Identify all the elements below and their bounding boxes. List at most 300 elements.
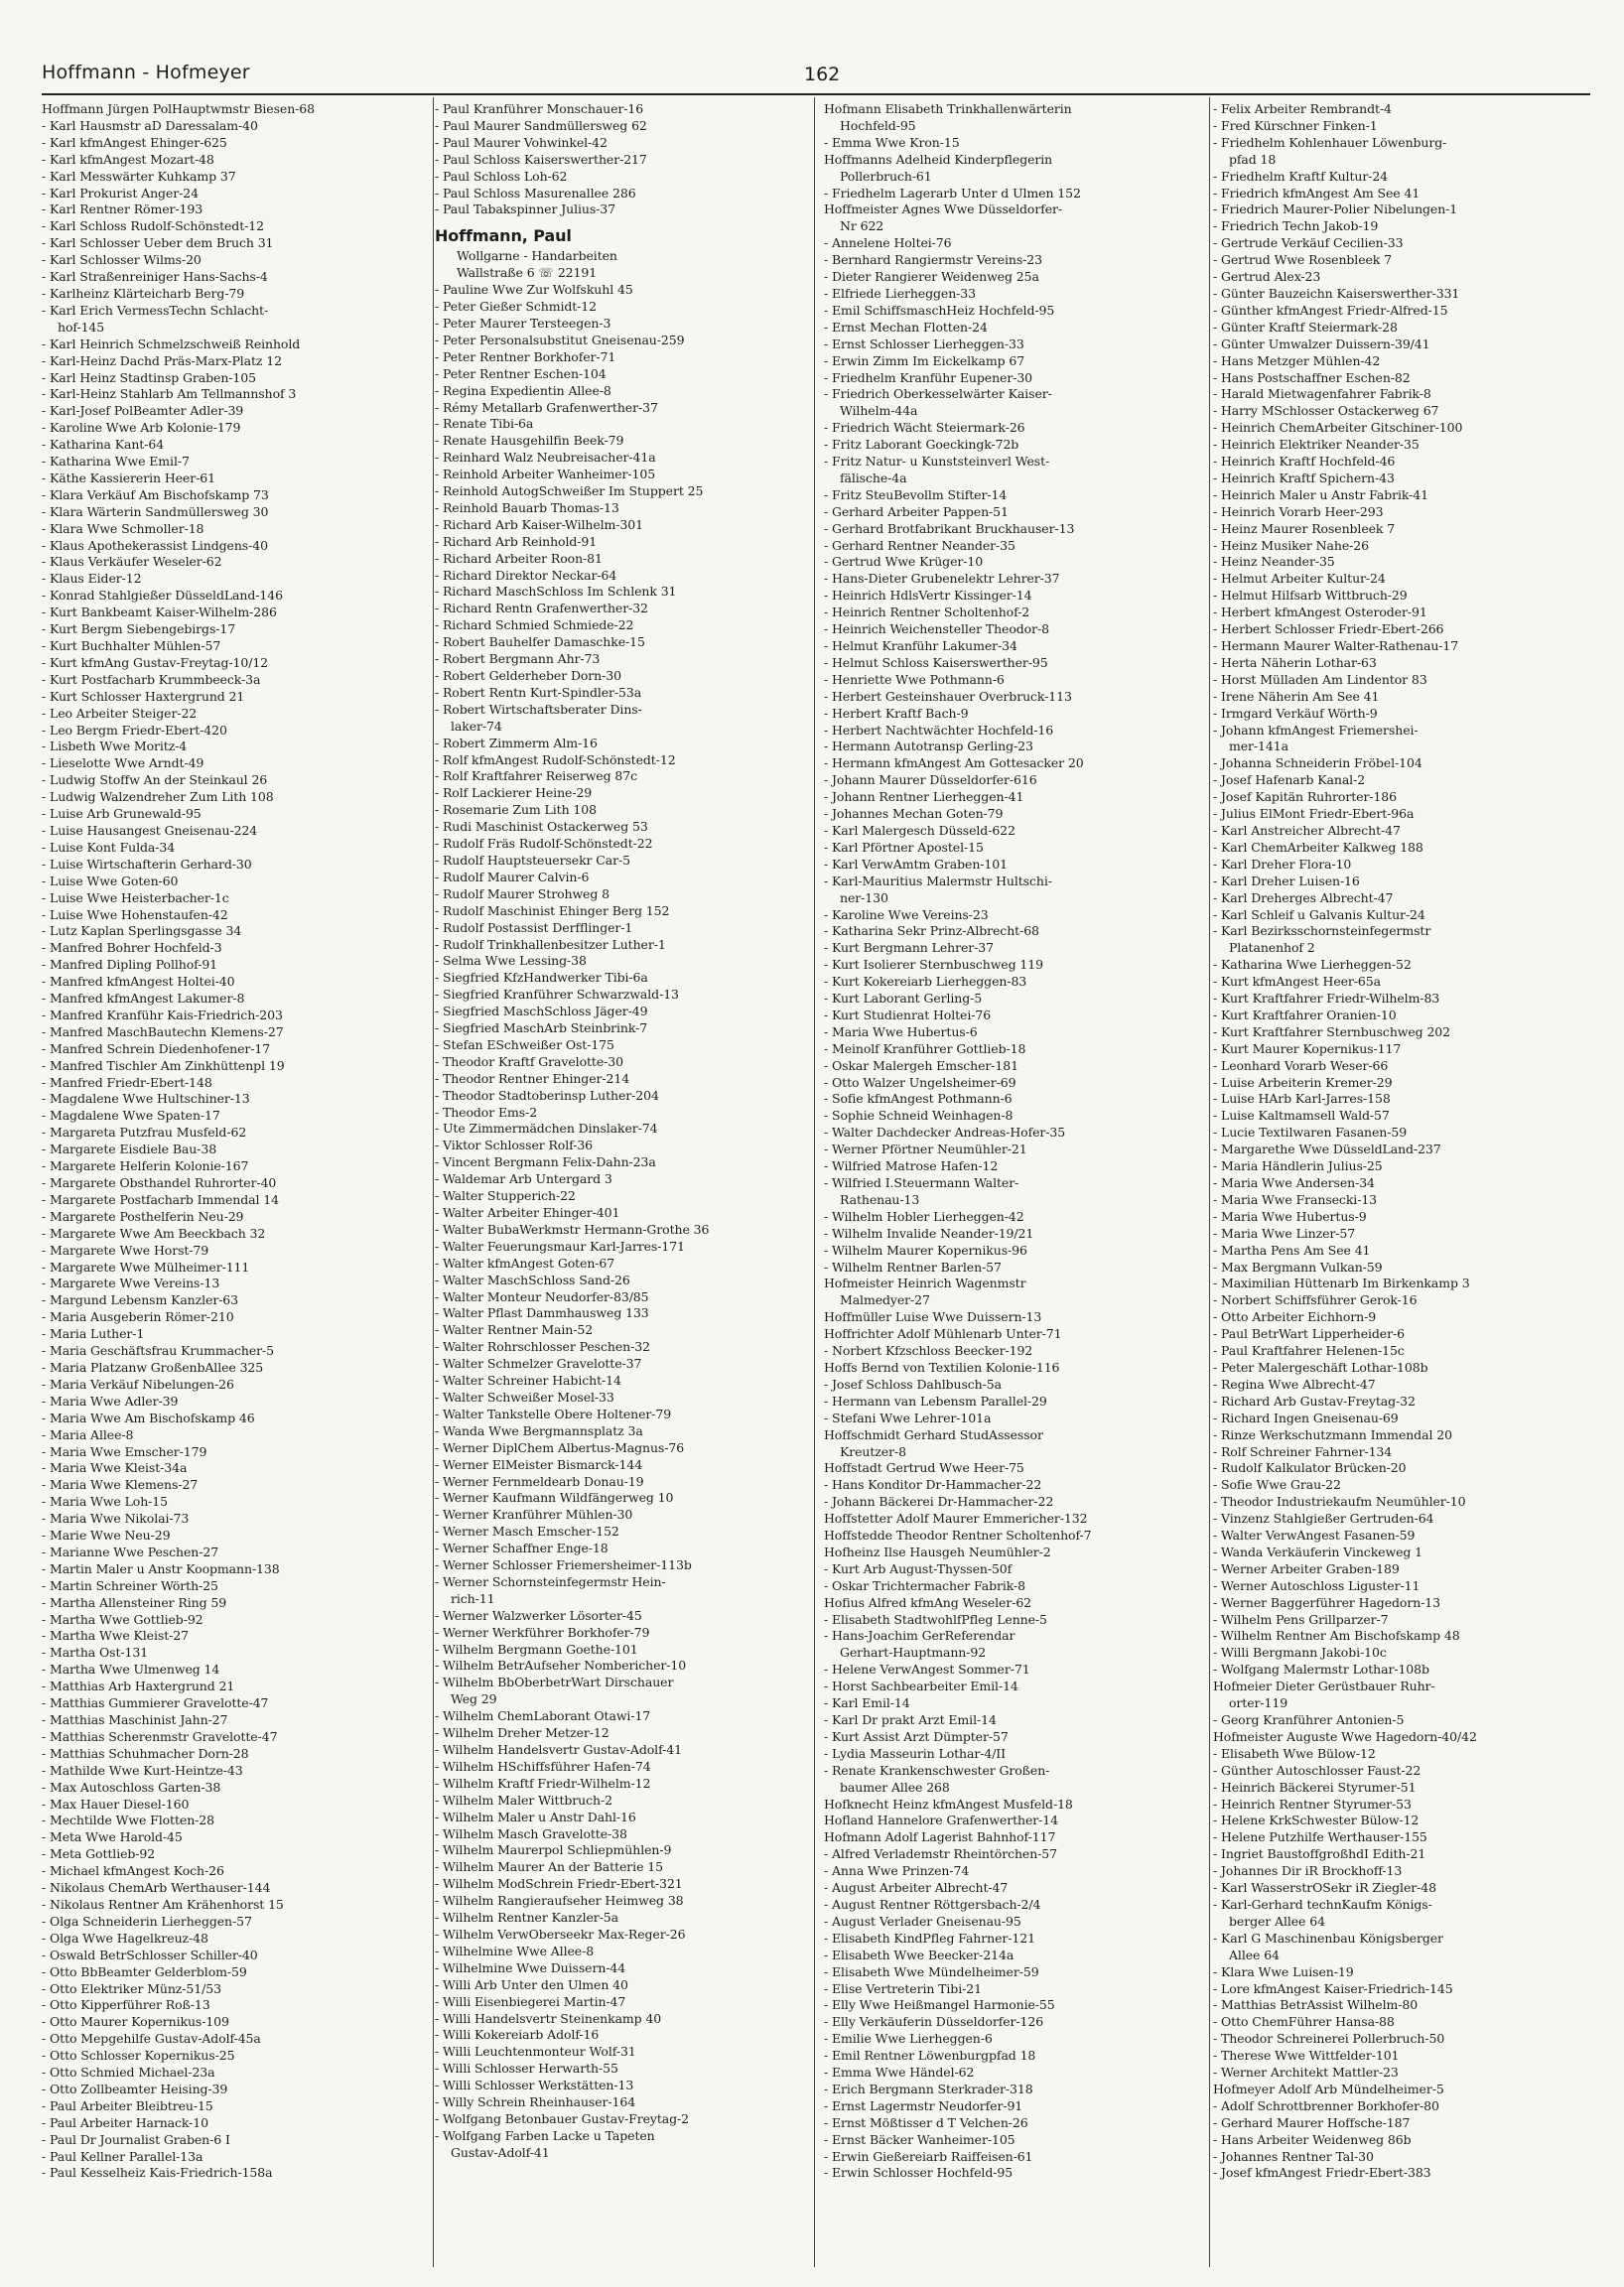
directory-entry: - Nikolaus Rentner Am Krähenhorst 15 (42, 1896, 284, 1912)
directory-entry: Hofius Alfred kfmAng Weseler-62 (824, 1594, 1032, 1610)
directory-entry: - Siegfried KfzHandwerker Tibi-6a (435, 970, 648, 986)
directory-entry: - Helene Putzhilfe Werthauser-155 (1213, 1829, 1427, 1845)
directory-entry: - Emma Wwe Kron-15 (824, 134, 960, 150)
directory-entry: - Matthias Scherenmstr Gravelotte-47 (42, 1728, 278, 1744)
directory-entry: - Richard Schmied Schmiede-22 (435, 617, 634, 633)
directory-entry: - Wilhelm Dreher Metzer-12 (435, 1725, 609, 1741)
directory-entry: - Hans-Joachim GerReferendar (824, 1628, 1015, 1644)
directory-entry: - Erwin Schlosser Hochfeld-95 (824, 2165, 1014, 2181)
directory-entry: - Adolf Schrottbrenner Borkhofer-80 (1213, 2097, 1439, 2113)
directory-entry: - Walter Arbeiter Ehinger-401 (435, 1205, 620, 1220)
directory-entry: - Harald Mietwagenfahrer Fabrik-8 (1213, 386, 1431, 402)
directory-entry: - Hermann kfmAngest Am Gottesacker 20 (824, 755, 1084, 771)
directory-entry: - Willi Bergmann Jakobi-10c (1213, 1645, 1387, 1661)
directory-entry: - Heinz Maurer Rosenbleek 7 (1213, 520, 1396, 536)
directory-entry: - Günther Autoschlosser Faust-22 (1213, 1762, 1421, 1778)
directory-entry: - Otto BbBeamter Gelderblom-59 (42, 1963, 247, 1979)
directory-entry: - Heinz Neander-35 (1213, 554, 1335, 570)
directory-entry: - Karl ChemArbeiter Kalkweg 188 (1213, 839, 1423, 855)
directory-entry: - Robert Bauhelfer Damaschke-15 (435, 634, 645, 650)
directory-entry: - Reinhold Arbeiter Wanheimer-105 (435, 467, 656, 482)
directory-entry: - Karl-Heinz Stahlarb Am Tellmannshof 3 (42, 386, 297, 402)
directory-entry: - Max Autoschloss Garten-38 (42, 1779, 221, 1795)
directory-entry: - Theodor Ems-2 (435, 1104, 538, 1120)
directory-entry: - Karl Straßenreiniger Hans-Sachs-4 (42, 269, 268, 285)
directory-entry: - Luise Kaltmamsell Wald-57 (1213, 1108, 1390, 1124)
directory-entry: - Robert Rentn Kurt-Spindler-53a (435, 684, 642, 700)
directory-entry: - Kurt Buchhalter Mühlen-57 (42, 638, 221, 653)
directory-entry: - Walter BubaWerkmstr Hermann-Grothe 36 (435, 1221, 710, 1237)
directory-entry: - Stefan ESchweißer Ost-175 (435, 1036, 614, 1052)
directory-entry: - Theodor Kraftf Gravelotte-30 (435, 1053, 623, 1069)
directory-entry: - Rolf kfmAngest Rudolf-Schönstedt-12 (435, 751, 676, 767)
directory-entry: - Irene Näherin Am See 41 (1213, 688, 1380, 704)
directory-entry: - Gertrud Wwe Rosenbleek 7 (1213, 252, 1392, 268)
directory-entry: - Günter Umwalzer Duissern-39/41 (1213, 336, 1430, 351)
directory-entry: - Heinrich ChemArbeiter Gitschiner-100 (1213, 420, 1463, 436)
directory-entry: - Wilhelm Maler u Anstr Dahl-16 (435, 1809, 636, 1824)
directory-entry: - August Arbeiter Albrecht-47 (824, 1880, 1009, 1896)
directory-entry: - Mathilde Wwe Kurt-Heintze-43 (42, 1762, 243, 1778)
directory-entry: - Peter Malergeschäft Lothar-108b (1213, 1359, 1428, 1375)
directory-entry: - Maria Ausgeberin Römer-210 (42, 1309, 234, 1325)
directory-entry: - Reinhold Bauarb Thomas-13 (435, 499, 619, 515)
directory-entry: - Elisabeth KindPfleg Fahrner-121 (824, 1930, 1035, 1946)
directory-entry: - Katharina Kant-64 (42, 437, 165, 453)
directory-entry: - Maria Wwe Am Bischofskamp 46 (42, 1410, 255, 1425)
directory-entry: - Hermann Autotransp Gerling-23 (824, 739, 1033, 754)
directory-entry: - Klaus Verkäufer Weseler-62 (42, 554, 222, 570)
directory-entry: - Klara Verkäuf Am Bischofskamp 73 (42, 486, 269, 502)
directory-column-3 (824, 101, 1211, 2265)
directory-entry: - Josef Hafenarb Kanal-2 (1213, 772, 1366, 788)
directory-entry: - Margarete Postfacharb Immendal 14 (42, 1191, 279, 1207)
directory-entry: Hofmeier Dieter Gerüstbauer Ruhr- (1213, 1679, 1435, 1694)
directory-entry: - Walter Rentner Main-52 (435, 1322, 594, 1338)
directory-entry: Hofmeyer Adolf Arb Mündelheimer-5 (1213, 2081, 1444, 2096)
directory-entry: Hofheinz Ilse Hausgeh Neumühler-2 (824, 1544, 1051, 1559)
directory-entry: - Lydia Masseurin Lothar-4/II (824, 1745, 1006, 1761)
directory-entry: Hofmann Adolf Lagerist Bahnhof-117 (824, 1829, 1056, 1845)
directory-entry: - Willi Handelsvertr Steinenkamp 40 (435, 2010, 662, 2026)
directory-entry: - Robert Bergmann Ahr-73 (435, 651, 601, 667)
directory-entry: - Martha Wwe Kleist-27 (42, 1628, 189, 1644)
directory-entry: - Norbert Kfzschloss Beecker-192 (824, 1343, 1033, 1359)
directory-entry: - Rudolf Postassist Derfflinger-1 (435, 919, 633, 935)
directory-entry: - Stefani Wwe Lehrer-101a (824, 1410, 992, 1425)
directory-entry: - Marie Wwe Neu-29 (42, 1528, 171, 1544)
directory-entry: - Paul Maurer Sandmüllersweg 62 (435, 117, 647, 133)
directory-entry: - Rudolf Maschinist Ehinger Berg 152 (435, 902, 670, 918)
directory-entry: - Rolf Kraftfahrer Reiserweg 87c (435, 768, 637, 784)
business-heading: Hoffmann, Paul (435, 226, 572, 246)
directory-entry: - Karl Dreher Luisen-16 (1213, 873, 1360, 888)
directory-entry: - Werner Architekt Mattler-23 (1213, 2065, 1399, 2081)
directory-entry: - Wanda Wwe Bergmannsplatz 3a (435, 1422, 643, 1438)
directory-entry: - Paul Kraftfahrer Helenen-15c (1213, 1343, 1405, 1359)
directory-entry: - Magdalene Wwe Spaten-17 (42, 1108, 220, 1124)
directory-entry-continuation: Gerhart-Hauptmann-92 (840, 1645, 987, 1661)
directory-entry: - Klaus Apothekerassist Lindgens-40 (42, 537, 268, 553)
directory-entry: - Walter Schweißer Mosel-33 (435, 1389, 614, 1405)
directory-entry: - Maria Wwe Hubertus-6 (824, 1023, 978, 1039)
directory-entry: - Harry MSchlosser Ostackerweg 67 (1213, 403, 1439, 419)
directory-entry: - Nikolaus ChemArb Werthauser-144 (42, 1880, 271, 1896)
directory-entry: Hofmeister Heinrich Wagenmstr (824, 1276, 1026, 1291)
directory-entry: - Johann kfmAngest Friemershei- (1213, 722, 1419, 738)
directory-entry: - Karl Prokurist Anger-24 (42, 185, 199, 201)
directory-entry: - Dieter Rangierer Weidenweg 25a (824, 269, 1039, 285)
directory-entry: - Manfred Dipling Pollhof-91 (42, 957, 218, 973)
directory-entry: - Werner Schaffner Enge-18 (435, 1541, 609, 1556)
directory-entry: - Margarete Wwe Vereins-13 (42, 1276, 220, 1291)
directory-entry: - Otto Arbeiter Eichhorn-9 (1213, 1309, 1377, 1325)
directory-entry: - Irmgard Verkäuf Wörth-9 (1213, 705, 1378, 721)
directory-entry: Hoffschmidt Gerhard StudAssessor (824, 1426, 1043, 1442)
directory-entry: - Werner Schlosser Friemersheimer-113b (435, 1557, 692, 1573)
directory-entry-continuation: hof-145 (58, 319, 105, 335)
directory-entry: - Renate Krankenschwester Großen- (824, 1762, 1050, 1778)
directory-entry: Hoffrichter Adolf Mühlenarb Unter-71 (824, 1326, 1062, 1342)
directory-entry: - Erwin Zimm Im Eickelkamp 67 (824, 352, 1025, 368)
directory-entry: - Rudolf Trinkhallenbesitzer Luther-1 (435, 936, 666, 952)
directory-entry: - Werner Schornsteinfegermstr Hein- (435, 1573, 666, 1589)
directory-entry: - Annelene Holtei-76 (824, 235, 952, 251)
directory-entry: - Josef Kapitän Ruhrorter-186 (1213, 789, 1398, 805)
directory-entry: - Walter Pflast Dammhausweg 133 (435, 1305, 649, 1321)
directory-entry: - Helene VerwAngest Sommer-71 (824, 1662, 1030, 1678)
directory-entry: - Johannes Dir iR Brockhoff-13 (1213, 1863, 1403, 1879)
directory-entry: - Otto Schmied Michael-23a (42, 2065, 215, 2081)
directory-entry: - Richard Arb Reinhold-91 (435, 533, 598, 549)
directory-entry: - Walter kfmAngest Goten-67 (435, 1255, 615, 1271)
directory-entry: - Werner Walzwerker Lösorter-45 (435, 1607, 642, 1623)
directory-entry: - Gertrude Verkäuf Cecilien-33 (1213, 235, 1404, 251)
directory-entry: - Paul Kranführer Monschauer-16 (435, 101, 644, 116)
directory-entry: - Gerhard Rentner Neander-35 (824, 537, 1015, 553)
directory-entry: - Elly Wwe Heißmangel Harmonie-55 (824, 1997, 1055, 2013)
directory-entry: - Peter Personalsubstitut Gneisenau-259 (435, 332, 685, 347)
directory-entry: - Friedrich kfmAngest Am See 41 (1213, 185, 1421, 201)
directory-entry: - Hermann Maurer Walter-Rathenau-17 (1213, 638, 1459, 653)
directory-entry: - Klara Wwe Luisen-19 (1213, 1963, 1354, 1979)
directory-entry-continuation: ner-130 (840, 889, 888, 905)
directory-entry: - Kurt Postfacharb Krummbeeck-3a (42, 671, 261, 687)
directory-entry-continuation: berger Allee 64 (1229, 1913, 1325, 1929)
directory-entry: - Paul Kellner Parallel-13a (42, 2148, 203, 2164)
directory-entry: - Pauline Wwe Zur Wolfskuhl 45 (435, 282, 633, 298)
directory-entry: - Richard Arb Gustav-Freytag-32 (1213, 1393, 1416, 1409)
directory-entry: - Josef Schloss Dahlbusch-5a (824, 1376, 1002, 1392)
directory-entry: - Theodor Stadtoberinsp Luther-204 (435, 1087, 659, 1103)
directory-entry: - Willi Schlosser Werkstätten-13 (435, 2078, 634, 2093)
directory-entry: - Reinhold AutogSchweißer Im Stuppert 25 (435, 483, 704, 499)
directory-entry: - Luise Wwe Goten-60 (42, 873, 179, 888)
directory-entry: - Erich Bergmann Sterkrader-318 (824, 2081, 1033, 2096)
directory-entry: - Werner Pförtner Neumühler-21 (824, 1142, 1027, 1157)
directory-entry: - Werner DiplChem Albertus-Magnus-76 (435, 1439, 685, 1455)
directory-entry: - Olga Wwe Hagelkreuz-48 (42, 1930, 208, 1946)
directory-entry: - Heinrich Elektriker Neander-35 (1213, 437, 1420, 453)
directory-entry: - Rolf Schreiner Fahrner-134 (1213, 1443, 1393, 1459)
directory-entry: - Josef kfmAngest Friedr-Ebert-383 (1213, 2165, 1431, 2181)
directory-entry: - Margarete Eisdiele Bau-38 (42, 1142, 217, 1157)
directory-entry: - Matthias Maschinist Jahn-27 (42, 1712, 228, 1727)
directory-entry: - Karl Emil-14 (824, 1695, 910, 1711)
directory-entry-continuation: fälische-4a (840, 470, 907, 485)
directory-entry: - Wilhelm Hobler Lierheggen-42 (824, 1208, 1024, 1224)
directory-entry: - Siegfried Kranführer Schwarzwald-13 (435, 987, 679, 1003)
directory-entry: - Martin Maler u Anstr Koopmann-138 (42, 1560, 280, 1576)
directory-entry: - Wilfried I.Steuermann Walter- (824, 1175, 1019, 1190)
directory-entry: - Theodor Schreinerei Pollerbruch-50 (1213, 2031, 1445, 2047)
directory-entry: - Johannes Rentner Tal-30 (1213, 2148, 1374, 2164)
directory-entry: - Karl G Maschinenbau Königsberger (1213, 1930, 1443, 1946)
directory-entry: - Theodor Rentner Ehinger-214 (435, 1070, 630, 1086)
directory-entry: - Heinrich Bäckerei Styrumer-51 (1213, 1779, 1417, 1795)
directory-entry: - Maria Wwe Loh-15 (42, 1494, 168, 1510)
directory-entry: - Rolf Lackierer Heine-29 (435, 785, 593, 801)
column-divider (814, 97, 815, 2267)
directory-entry: - Margarete Wwe Am Beeckbach 32 (42, 1225, 266, 1241)
directory-entry: - Friedrich Techn Jakob-19 (1213, 218, 1379, 234)
directory-entry: - Friedhelm Kohlenhauer Löwenburg- (1213, 134, 1447, 150)
directory-entry: - Friedhelm Lagerarb Unter d Ulmen 152 (824, 185, 1081, 201)
directory-entry: - Emma Wwe Händel-62 (824, 2065, 975, 2081)
directory-entry: - Hans-Dieter Grubenelektr Lehrer-37 (824, 571, 1060, 587)
directory-entry: - Richard Arbeiter Roon-81 (435, 550, 603, 566)
directory-entry: - Heinrich Weichensteller Theodor-8 (824, 621, 1049, 637)
directory-entry: - Oswald BetrSchlosser Schiller-40 (42, 1947, 258, 1962)
directory-entry: - Paul Arbeiter Bleibtreu-15 (42, 2097, 213, 2113)
directory-entry: - Wilhelm Rentner Am Bischofskamp 48 (1213, 1628, 1460, 1644)
directory-entry: - Margarete Wwe Horst-79 (42, 1242, 209, 1258)
directory-entry: - Rudolf Hauptsteuersekr Car-5 (435, 852, 630, 868)
directory-entry: - Johann Bäckerei Dr-Hammacher-22 (824, 1494, 1054, 1510)
directory-entry: - Wanda Verkäuferin Vinckeweg 1 (1213, 1544, 1422, 1559)
directory-entry: - Werner Arbeiter Graben-189 (1213, 1560, 1400, 1576)
directory-entry: - Manfred Kranführ Kais-Friedrich-203 (42, 1007, 283, 1022)
directory-entry-continuation: orter-119 (1229, 1695, 1288, 1711)
directory-entry: - Theodor Industriekaufm Neumühler-10 (1213, 1494, 1466, 1510)
directory-entry: - Willi Kokereiarb Adolf-16 (435, 2027, 600, 2043)
directory-entry: - Wilhelm Maurer An der Batterie 15 (435, 1859, 663, 1875)
directory-entry: - Viktor Schlosser Rolf-36 (435, 1138, 594, 1153)
directory-entry: Hoffstetter Adolf Maurer Emmericher-132 (824, 1511, 1088, 1527)
directory-entry: - Kurt Kraftfahrer Friedr-Wilhelm-83 (1213, 991, 1440, 1007)
directory-entry: - Johannes Mechan Goten-79 (824, 806, 1004, 822)
directory-entry: - Günther kfmAngest Friedr-Alfred-15 (1213, 302, 1448, 318)
directory-entry: - August Rentner Röttgersbach-2/4 (824, 1896, 1041, 1912)
directory-entry: - Heinrich Vorarb Heer-293 (1213, 503, 1384, 519)
directory-entry: - Regina Expedientin Allee-8 (435, 382, 611, 398)
directory-entry: - Luise Arbeiterin Kremer-29 (1213, 1074, 1393, 1090)
directory-entry: - Otto Maurer Kopernikus-109 (42, 2014, 229, 2030)
directory-entry: - Fritz SteuBevollm Stifter-14 (824, 486, 1008, 502)
directory-entry: - Werner Masch Emscher-152 (435, 1524, 619, 1540)
directory-entry: - Hans Arbeiter Weidenweg 86b (1213, 2131, 1412, 2147)
directory-entry: - Ernst Schlosser Lierheggen-33 (824, 336, 1024, 351)
directory-entry: - Wilhelmine Wwe Duissern-44 (435, 1959, 626, 1975)
directory-entry: - Wilhelm Maurerpol Schliepmühlen-9 (435, 1842, 672, 1858)
directory-entry: - Rudolf Maurer Calvin-6 (435, 869, 590, 884)
directory-entry: - Luise Wirtschafterin Gerhard-30 (42, 856, 252, 872)
directory-entry: - Karl kfmAngest Mozart-48 (42, 151, 214, 167)
directory-entry: - Walter MaschSchloss Sand-26 (435, 1272, 630, 1287)
directory-entry: - Margarete Wwe Mülheimer-111 (42, 1259, 250, 1275)
directory-column-1 (42, 101, 431, 2265)
directory-entry: - Kurt kfmAng Gustav-Freytag-10/12 (42, 654, 269, 670)
directory-entry: - Kurt Kokereiarb Lierheggen-83 (824, 974, 1027, 990)
directory-entry-continuation: Rathenau-13 (840, 1191, 920, 1207)
directory-entry: - Wolfgang Malermstr Lothar-108b (1213, 1662, 1429, 1678)
directory-entry: - Karl Pförtner Apostel-15 (824, 839, 984, 855)
directory-entry: - Wilhelm Rangieraufseher Heimweg 38 (435, 1893, 684, 1909)
page-header (42, 58, 1590, 95)
directory-entry-continuation: Hochfeld-95 (840, 117, 916, 133)
directory-entry: - Luise Hausangest Gneisenau-224 (42, 822, 258, 838)
directory-entry: Hoffs Bernd von Textilien Kolonie-116 (824, 1359, 1060, 1375)
directory-entry: - Günter Bauzeichn Kaiserswerther-331 (1213, 285, 1460, 301)
directory-entry: - Georg Kranführer Antonien-5 (1213, 1712, 1405, 1727)
directory-entry: - Lucie Textilwaren Fasanen-59 (1213, 1125, 1408, 1141)
directory-entry: - Elise Vertreterin Tibi-21 (824, 1980, 982, 1996)
directory-entry: - Karl kfmAngest Ehinger-625 (42, 134, 227, 150)
directory-entry-continuation: Allee 64 (1229, 1947, 1280, 1962)
directory-entry: - Martin Schreiner Wörth-25 (42, 1577, 218, 1593)
directory-entry: Hofknecht Heinz kfmAngest Musfeld-18 (824, 1796, 1073, 1812)
directory-entry: - Werner Werkführer Borkhofer-79 (435, 1624, 650, 1640)
directory-entry-continuation: Pollerbruch-61 (840, 168, 932, 184)
directory-entry: - Emil Rentner Löwenburgpfad 18 (824, 2048, 1036, 2064)
directory-entry: - Wilhelm Masch Gravelotte-38 (435, 1825, 627, 1841)
directory-entry: - Gertrud Alex-23 (1213, 269, 1321, 285)
directory-entry: - Maria Wwe Hubertus-9 (1213, 1208, 1367, 1224)
directory-entry: - Helmut Schloss Kaiserswerther-95 (824, 654, 1048, 670)
directory-entry: Hoffstedde Theodor Rentner Scholtenhof-7 (824, 1528, 1092, 1544)
directory-entry: - Manfred Bohrer Hochfeld-3 (42, 940, 222, 956)
directory-entry: - Konrad Stahlgießer DüsseldLand-146 (42, 588, 283, 604)
directory-entry: - Werner Autoschloss Liguster-11 (1213, 1577, 1421, 1593)
directory-entry: - Vinzenz Stahlgießer Gertruden-64 (1213, 1511, 1434, 1527)
directory-entry: - Willi Arb Unter den Ulmen 40 (435, 1976, 628, 1992)
directory-entry: - Vincent Bergmann Felix-Dahn-23a (435, 1154, 656, 1170)
directory-entry: - Margareta Putzfrau Musfeld-62 (42, 1125, 247, 1141)
directory-entry: - Margund Lebensm Kanzler-63 (42, 1292, 239, 1308)
directory-entry: - Matthias BetrAssist Wilhelm-80 (1213, 1997, 1419, 2013)
directory-entry: - Walter Tankstelle Obere Holtener-79 (435, 1406, 672, 1421)
directory-entry: - Siegfried MaschSchloss Jäger-49 (435, 1004, 648, 1019)
directory-entry: - Maria Allee-8 (42, 1426, 134, 1442)
directory-entry: - Karl Anstreicher Albrecht-47 (1213, 822, 1401, 838)
directory-entry: - Otto Elektriker Münz-51/53 (42, 1980, 221, 1996)
directory-entry: - Herbert Nachtwächter Hochfeld-16 (824, 722, 1054, 738)
directory-entry: - Paul Tabakspinner Julius-37 (435, 202, 615, 217)
page-number: 162 (804, 64, 841, 85)
directory-entry: - Ludwig Stoffw An der Steinkaul 26 (42, 772, 268, 788)
directory-entry: - Heinrich Maler u Anstr Fabrik-41 (1213, 486, 1428, 502)
directory-entry: - Maria Luther-1 (42, 1326, 145, 1342)
directory-entry: - Otto Zollbeamter Heising-39 (42, 2081, 228, 2096)
directory-entry: - Herbert kfmAngest Osteroder-91 (1213, 605, 1427, 620)
directory-entry: - Kurt Kraftfahrer Sternbuschweg 202 (1213, 1023, 1451, 1039)
directory-entry: - Sophie Schneid Weinhagen-8 (824, 1108, 1014, 1124)
directory-entry: - Rinze Werkschutzmann Immendal 20 (1213, 1426, 1452, 1442)
directory-entry: - Heinrich Rentner Styrumer-53 (1213, 1796, 1412, 1812)
directory-entry: - Werner Baggerführer Hagedorn-13 (1213, 1594, 1440, 1610)
directory-entry: - Hans Postschaffner Eschen-82 (1213, 369, 1411, 385)
directory-entry: - Oskar Trichtermacher Fabrik-8 (824, 1577, 1025, 1593)
directory-entry: - Martha Wwe Gottlieb-92 (42, 1611, 203, 1627)
directory-entry: - Maria Wwe Fransecki-13 (1213, 1191, 1378, 1207)
directory-entry: - Karl Dr prakt Arzt Emil-14 (824, 1712, 997, 1727)
directory-entry: - Wilhelm Handelsvertr Gustav-Adolf-41 (435, 1742, 682, 1757)
directory-entry: Hofland Hannelore Grafenwerther-14 (824, 1813, 1058, 1828)
directory-entry: - Käthe Kassiererin Heer-61 (42, 470, 215, 485)
directory-entry: - Rudi Maschinist Ostackerweg 53 (435, 819, 648, 835)
directory-entry: - Maria Wwe Kleist-34a (42, 1460, 188, 1476)
directory-entry: - Leo Bergm Friedr-Ebert-420 (42, 722, 227, 738)
directory-entry-continuation: Nr 622 (840, 218, 884, 234)
directory-entry: - Maria Wwe Emscher-179 (42, 1443, 207, 1459)
directory-entry: - Wilhelm Kraftf Friedr-Wilhelm-12 (435, 1775, 651, 1791)
directory-entry: - Wilhelm Invalide Neander-19/21 (824, 1225, 1034, 1241)
directory-entry: - Rudolf Kalkulator Brücken-20 (1213, 1460, 1407, 1476)
column-divider (433, 97, 434, 2267)
directory-entry: - Karl Schlosser Ueber dem Bruch 31 (42, 235, 274, 251)
directory-entry-continuation: Wilhelm-44a (840, 403, 918, 419)
directory-entry: - Luise Arb Grunewald-95 (42, 806, 202, 822)
directory-entry: - Hermann van Lebensm Parallel-29 (824, 1393, 1047, 1409)
directory-entry: - Paul Schloss Loh-62 (435, 168, 568, 184)
directory-entry: - Walter Feuerungsmaur Karl-Jarres-171 (435, 1238, 685, 1254)
directory-entry-continuation: Gustav-Adolf-41 (451, 2144, 550, 2160)
directory-entry: - Martha Pens Am See 41 (1213, 1242, 1371, 1258)
directory-entry: - Horst Sachbearbeiter Emil-14 (824, 1679, 1018, 1694)
directory-entry: Hoffmüller Luise Wwe Duissern-13 (824, 1309, 1042, 1325)
directory-entry: - Robert Gelderheber Dorn-30 (435, 668, 621, 683)
directory-entry: - Heinrich Kraftf Spichern-43 (1213, 470, 1395, 485)
directory-entry: - Sofie kfmAngest Pothmann-6 (824, 1091, 1013, 1107)
directory-entry: - Richard Ingen Gneisenau-69 (1213, 1410, 1399, 1425)
directory-entry: - Karl-Heinz Dachd Präs-Marx-Platz 12 (42, 352, 282, 368)
directory-entry: - Wilfried Matrose Hafen-12 (824, 1158, 999, 1174)
directory-entry: - Leonhard Vorarb Weser-66 (1213, 1057, 1389, 1073)
directory-entry: - Wilhelm Rentner Kanzler-5a (435, 1910, 618, 1926)
directory-entry: - Peter Rentner Borkhofer-71 (435, 348, 616, 364)
directory-entry: - Maria Wwe Adler-39 (42, 1393, 179, 1409)
directory-entry: - Richard Direktor Neckar-64 (435, 567, 617, 583)
directory-entry-continuation: mer-141a (1229, 739, 1288, 754)
directory-entry: - Walter Monteur Neudorfer-83/85 (435, 1288, 649, 1304)
directory-entry: - Therese Wwe Wittfelder-101 (1213, 2048, 1400, 2064)
directory-entry: - Paul Maurer Vohwinkel-42 (435, 134, 608, 150)
directory-entry: - Luise Wwe Hohenstaufen-42 (42, 906, 228, 922)
directory-entry-continuation: Platanenhof 2 (1229, 940, 1315, 956)
directory-entry: - Rosemarie Zum Lith 108 (435, 802, 597, 818)
directory-entry: - Wilhelm Bergmann Goethe-101 (435, 1641, 638, 1657)
directory-entry: - Helmut Kranführ Lakumer-34 (824, 638, 1017, 653)
directory-entry: - Maria Verkäuf Nibelungen-26 (42, 1376, 234, 1392)
directory-entry: - Peter Rentner Eschen-104 (435, 365, 607, 381)
directory-entry: - Hans Konditor Dr-Hammacher-22 (824, 1477, 1042, 1493)
directory-entry: - Max Bergmann Vulkan-59 (1213, 1259, 1383, 1275)
directory-entry: - Karoline Wwe Vereins-23 (824, 906, 989, 922)
directory-entry: - Rémy Metallarb Grafenwerther-37 (435, 399, 658, 415)
directory-entry-continuation: laker-74 (451, 718, 502, 734)
directory-entry: - Richard Arb Kaiser-Wilhelm-301 (435, 516, 643, 532)
directory-entry: - Otto ChemFührer Hansa-88 (1213, 2014, 1395, 2030)
